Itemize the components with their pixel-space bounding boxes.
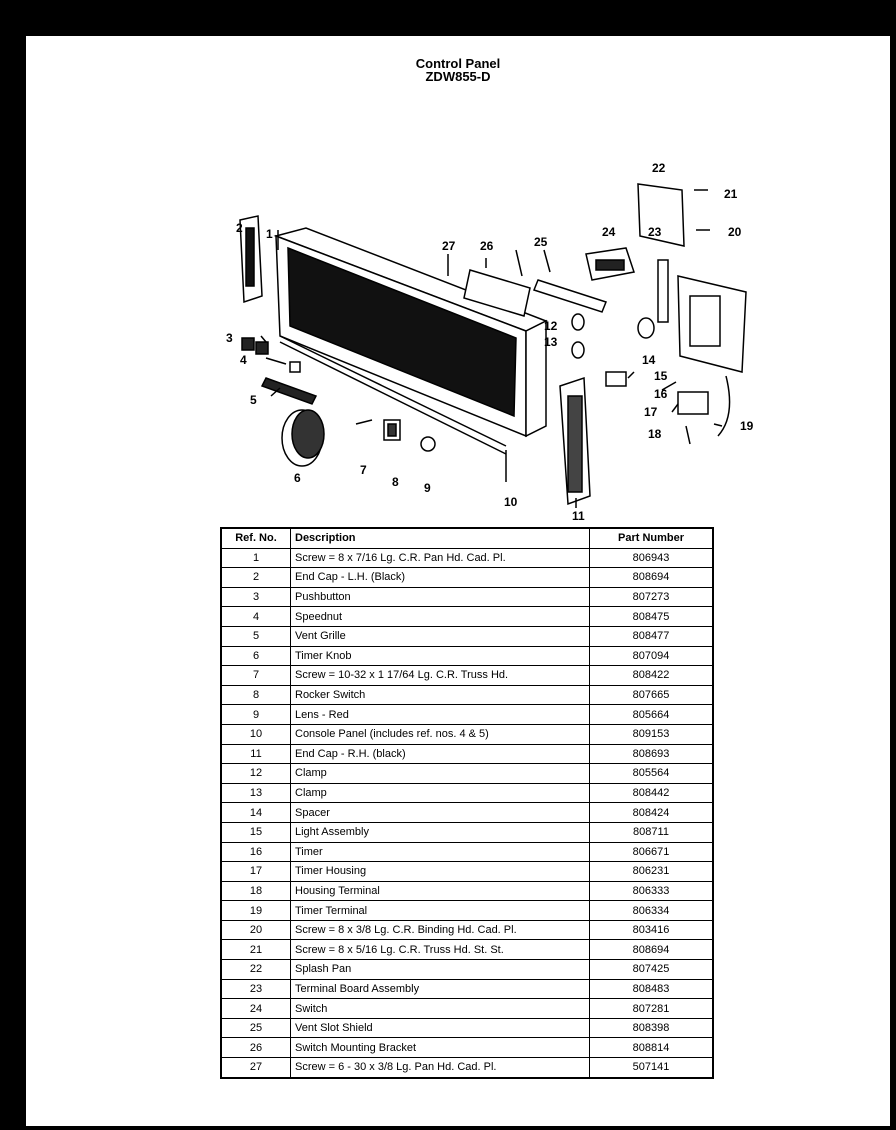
callout-12: 12 [544,319,558,333]
description-cell: Terminal Board Assembly [291,979,590,999]
description-cell: Housing Terminal [291,881,590,901]
description-cell: End Cap - R.H. (black) [291,744,590,764]
part-number-cell: 807665 [590,685,714,705]
callout-24: 24 [602,225,616,239]
ref-no-cell: 26 [221,1038,291,1058]
callout-1: 1 [266,227,273,241]
table-row [221,548,713,568]
part-number-cell: 807094 [590,646,714,666]
description-cell: Clamp [291,783,590,803]
parts-list-table [220,527,714,1079]
table-row [221,979,713,999]
callout-8: 8 [392,475,399,489]
description-cell: Switch Mounting Bracket [291,1038,590,1058]
ref-no-cell: 7 [221,666,291,686]
table-row [221,881,713,901]
table-row [221,803,713,823]
description-cell: Vent Grille [291,626,590,646]
ref-no-cell: 20 [221,920,291,940]
part-number-cell: 807425 [590,960,714,980]
callout-25: 25 [534,235,548,249]
table-row [221,685,713,705]
table-row [221,783,713,803]
table-row [221,666,713,686]
description-cell: Screw = 8 x 7/16 Lg. C.R. Pan Hd. Cad. Pl. [291,548,590,568]
ref-no-cell: 21 [221,940,291,960]
part-number-cell: 808424 [590,803,714,823]
part-number-cell: 808693 [590,744,714,764]
document-page [26,36,890,1126]
ref-no-cell: 4 [221,607,291,627]
table-row [221,646,713,666]
part-number-cell: 808694 [590,568,714,588]
table-row [221,1058,713,1078]
callout-15: 15 [654,369,668,383]
ref-no-cell: 23 [221,979,291,999]
callout-14: 14 [642,353,656,367]
table-row [221,744,713,764]
table-row [221,705,713,725]
ref-no-cell: 3 [221,587,291,607]
exploded-parts-diagram [206,116,786,536]
ref-no-cell: 12 [221,764,291,784]
table-row [221,626,713,646]
header-ref-no: Ref. No. [221,528,291,548]
header-description: Description [291,528,590,548]
ref-no-cell: 11 [221,744,291,764]
callout-13: 13 [544,335,558,349]
ref-no-cell: 1 [221,548,291,568]
table-row [221,999,713,1019]
part-number-cell: 806231 [590,862,714,882]
callout-5: 5 [250,393,257,407]
part-number-cell: 803416 [590,920,714,940]
description-cell: Timer Knob [291,646,590,666]
callout-4: 4 [240,353,247,367]
description-cell: Rocker Switch [291,685,590,705]
part-number-cell: 806671 [590,842,714,862]
part-number-cell: 807281 [590,999,714,1019]
part-number-cell: 808694 [590,940,714,960]
ref-no-cell: 6 [221,646,291,666]
ref-no-cell: 25 [221,1018,291,1038]
table-row [221,1018,713,1038]
callout-7: 7 [360,463,367,477]
ref-no-cell: 17 [221,862,291,882]
table-row [221,862,713,882]
part-number-cell: 808398 [590,1018,714,1038]
description-cell: Vent Slot Shield [291,1018,590,1038]
ref-no-cell: 13 [221,783,291,803]
part-number-cell: 808422 [590,666,714,686]
callout-20: 20 [728,225,742,239]
table-row [221,842,713,862]
part-number-cell: 808483 [590,979,714,999]
table-row [221,587,713,607]
ref-no-cell: 16 [221,842,291,862]
callout-9: 9 [424,481,431,495]
table-row [221,724,713,744]
part-number-cell: 808475 [590,607,714,627]
part-number-cell: 806333 [590,881,714,901]
callout-2: 2 [236,221,243,235]
table-row [221,764,713,784]
callout-3: 3 [226,331,233,345]
callout-19: 19 [740,419,754,433]
description-cell: Switch [291,999,590,1019]
part-number-cell: 809153 [590,724,714,744]
table-row [221,1038,713,1058]
description-cell: Screw = 8 x 3/8 Lg. C.R. Binding Hd. Cad. Pl. [291,920,590,940]
header-part-number: Part Number [590,528,714,548]
ref-no-cell: 18 [221,881,291,901]
description-cell: Console Panel (includes ref. nos. 4 & 5) [291,724,590,744]
ref-no-cell: 27 [221,1058,291,1078]
description-cell: Timer [291,842,590,862]
part-number-cell: 808814 [590,1038,714,1058]
description-cell: End Cap - L.H. (Black) [291,568,590,588]
callout-21: 21 [724,187,738,201]
callout-6: 6 [294,471,301,485]
description-cell: Timer Housing [291,862,590,882]
ref-no-cell: 2 [221,568,291,588]
callout-17: 17 [644,405,658,419]
description-cell: Screw = 10-32 x 1 17/64 Lg. C.R. Truss Hd. [291,666,590,686]
callout-23: 23 [648,225,662,239]
callout-27: 27 [442,239,456,253]
table-row [221,901,713,921]
description-cell: Pushbutton [291,587,590,607]
parts-table-body [221,548,713,1078]
part-number-cell: 808442 [590,783,714,803]
ref-no-cell: 5 [221,626,291,646]
callout-16: 16 [654,387,668,401]
ref-no-cell: 22 [221,960,291,980]
part-number-cell: 507141 [590,1058,714,1078]
description-cell: Screw = 8 x 5/16 Lg. C.R. Truss Hd. St. St. [291,940,590,960]
callout-22: 22 [652,161,666,175]
table-row [221,960,713,980]
ref-no-cell: 14 [221,803,291,823]
description-cell: Spacer [291,803,590,823]
ref-no-cell: 24 [221,999,291,1019]
description-cell: Light Assembly [291,822,590,842]
table-row [221,920,713,940]
part-number-cell: 807273 [590,587,714,607]
callout-26: 26 [480,239,494,253]
table-row [221,607,713,627]
description-cell: Timer Terminal [291,901,590,921]
part-number-cell: 808711 [590,822,714,842]
ref-no-cell: 9 [221,705,291,725]
description-cell: Splash Pan [291,960,590,980]
part-number-cell: 806334 [590,901,714,921]
callout-18: 18 [648,427,662,441]
ref-no-cell: 8 [221,685,291,705]
description-cell: Clamp [291,764,590,784]
model-number: ZDW855-D [425,69,491,84]
part-number-cell: 805664 [590,705,714,725]
description-cell: Lens - Red [291,705,590,725]
ref-no-cell: 10 [221,724,291,744]
table-header-row [221,528,713,548]
part-number-cell: 806943 [590,548,714,568]
page-title: Control Panel [415,56,501,71]
table-row [221,940,713,960]
description-cell: Speednut [291,607,590,627]
description-cell: Screw = 6 - 30 x 3/8 Lg. Pan Hd. Cad. Pl. [291,1058,590,1078]
table-row [221,568,713,588]
ref-no-cell: 15 [221,822,291,842]
part-number-cell: 805564 [590,764,714,784]
callout-11: 11 [572,509,585,523]
callout-10: 10 [504,495,518,509]
ref-no-cell: 19 [221,901,291,921]
table-row [221,822,713,842]
part-number-cell: 808477 [590,626,714,646]
